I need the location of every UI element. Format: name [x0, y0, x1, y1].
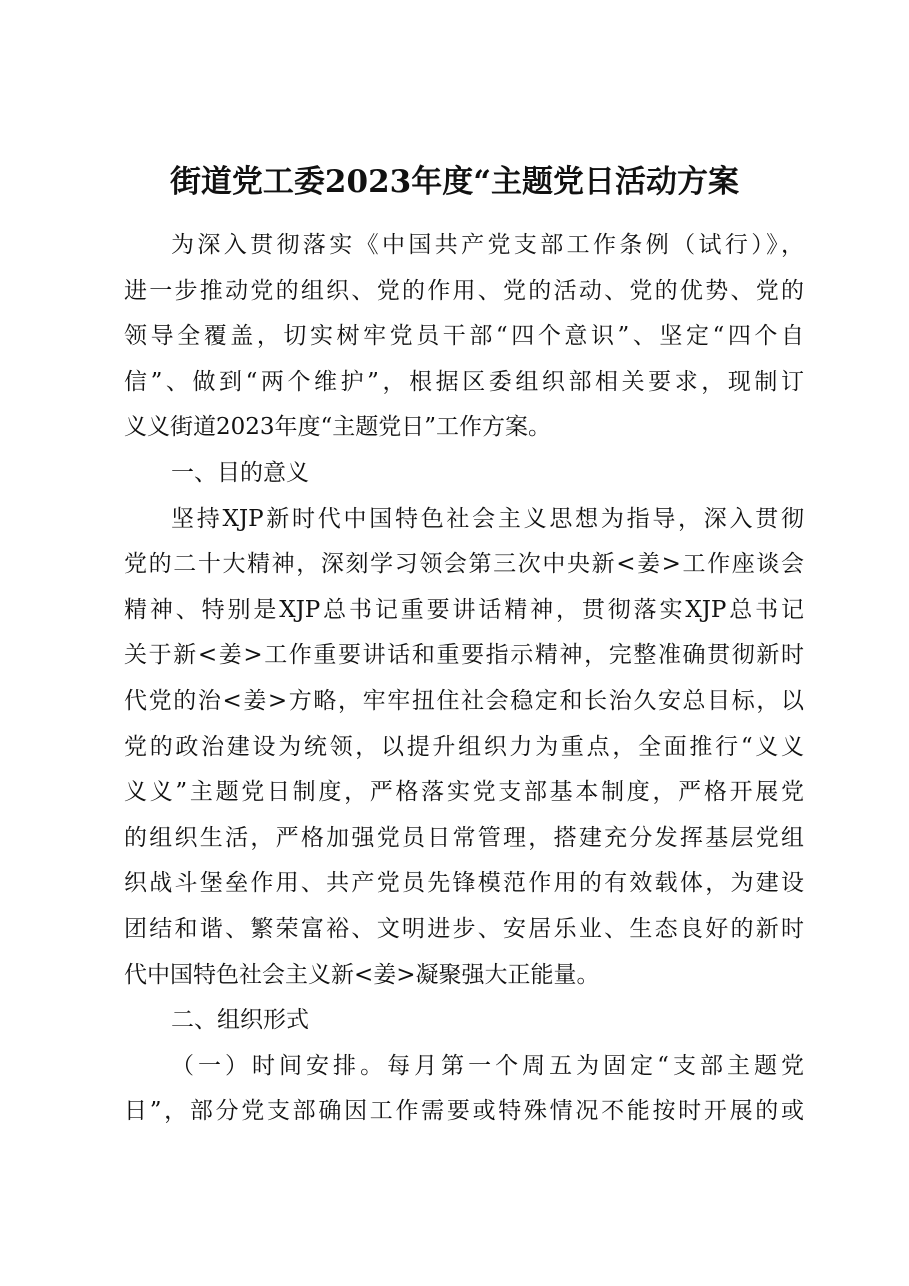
section-heading: 二、组织形式	[171, 1007, 309, 1034]
paragraph-line: 领导全覆盖，切实树牢党员干部“四个意识”、坚定“四个自	[124, 323, 804, 350]
paragraph-line: 党的政治建设为统领，以提升组织力为重点，全面推行“义义	[124, 733, 804, 760]
paragraph-line: 为深入贯彻落实《中国共产党支部工作条例（试行）》，	[171, 232, 804, 258]
paragraph-line: 精神、特别是XJP总书记重要讲话精神，贯彻落实XJP总书记	[124, 596, 804, 623]
paragraph-line: 党的二十大精神，深刻学习领会第三次中央新<姜>工作座谈会	[124, 551, 804, 578]
document-title: 街道党工委2023年度“主题党日活动方案	[169, 164, 740, 200]
section-heading: 一、目的意义	[171, 459, 309, 486]
document-body	[124, 223, 804, 1135]
paragraph-line: 进一步推动党的组织、党的作用、党的活动、党的优势、党的	[124, 277, 804, 304]
paragraph-line: 义义街道2023年度“主题党日”工作方案。	[124, 414, 552, 441]
paragraph-line: 代中国特色社会主义新<姜>凝聚强大正能量。	[124, 961, 600, 988]
paragraph-line: 团结和谐、繁荣富裕、文明进步、安居乐业、生态良好的新时	[124, 915, 804, 942]
paragraph-line: 义义”主题党日制度，严格落实党支部基本制度，严格开展党	[124, 779, 804, 806]
paragraph-line: 日”，部分党支部确因工作需要或特殊情况不能按时开展的或	[124, 1098, 804, 1125]
paragraph-line: 坚持XJP新时代中国特色社会主义思想为指导，深入贯彻	[171, 505, 804, 532]
paragraph-line: 代党的治<姜>方略，牢牢扭住社会稳定和长治久安总目标，以	[124, 687, 804, 714]
paragraph-line: 信”、做到“两个维护”，根据区委组织部相关要求，现制订	[124, 368, 804, 395]
paragraph-line: （一）时间安排。每月第一个周五为固定“支部主题党	[171, 1052, 804, 1079]
paragraph-line: 织战斗堡垒作用、共产党员先锋模范作用的有效载体，为建设	[124, 870, 804, 897]
paragraph-line: 的组织生活，严格加强党员日常管理，搭建充分发挥基层党组	[124, 824, 804, 851]
paragraph-line: 关于新<姜>工作重要讲话和重要指示精神，完整准确贯彻新时	[124, 642, 804, 669]
